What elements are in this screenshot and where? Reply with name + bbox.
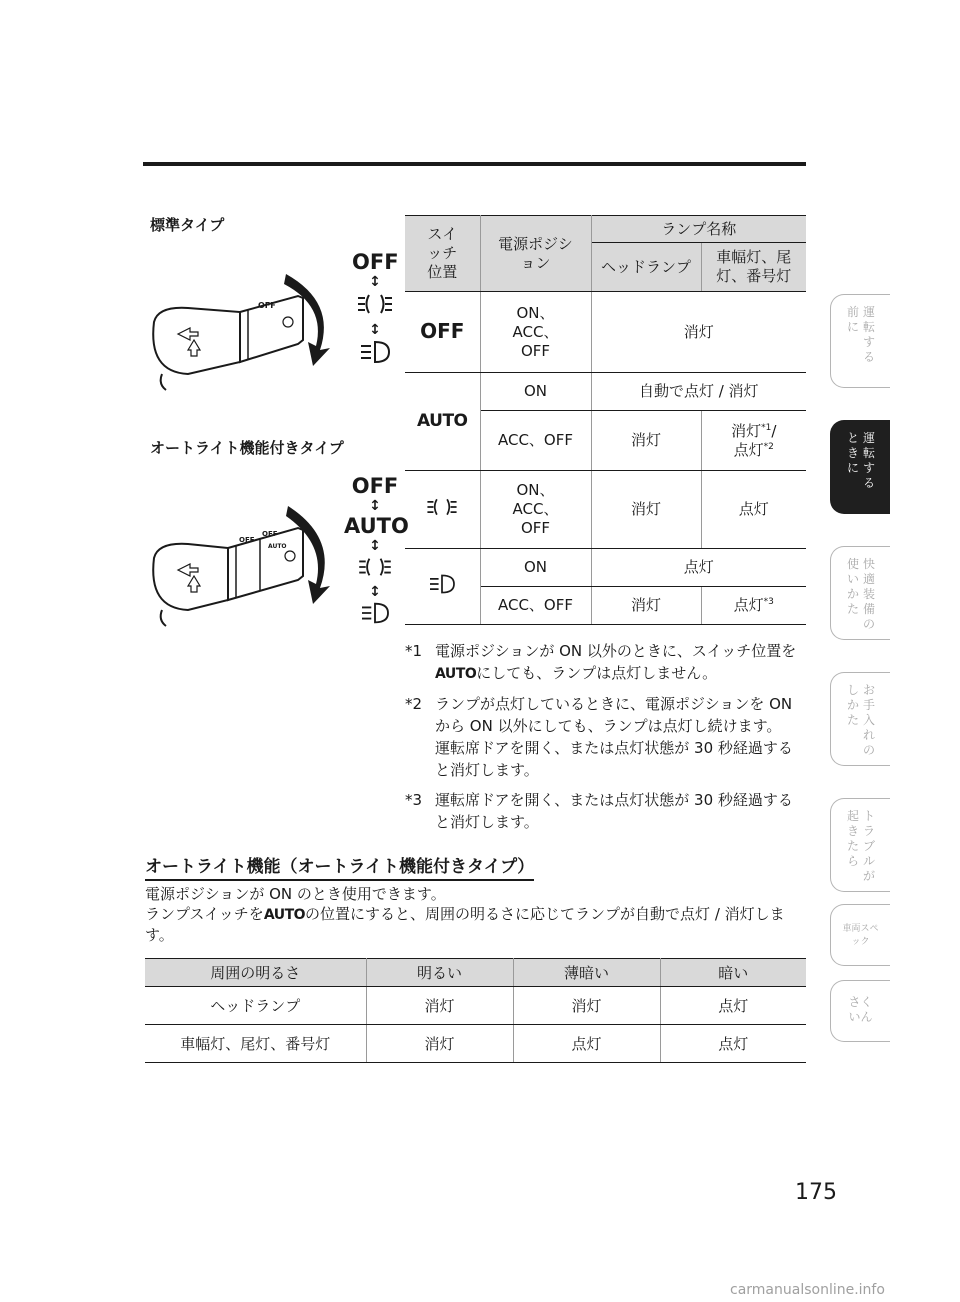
switch-position-table [405,215,806,625]
auto-glyph: AUTO [263,907,306,923]
lamp-cell: 消灯 [591,292,806,373]
power-cell: ON [480,549,591,587]
section-title: オートライト機能（オートライト機能付きタイプ） [145,852,534,881]
headlamp-cell: 消灯 [591,471,701,549]
arrow: ↕ [369,498,381,514]
power-cell: ON、ACC、OFF [480,471,591,549]
power-cell: ACC、OFF [480,411,591,471]
power-cell: ACC、OFF [480,587,591,625]
svg-text:OFF: OFF [262,530,278,538]
svg-text:AUTO: AUTO [268,543,287,550]
switch-auto-cell: AUTO [405,373,480,471]
header-switch-position: スイッチ位置 [405,216,480,292]
table-header: 周囲の明るさ [145,959,366,987]
lamp-cell: 自動で点灯 / 消灯 [591,373,806,411]
table-row: ヘッドランプ 消灯 消灯 点灯 [145,987,806,1025]
arrow: ↕ [369,538,381,554]
brightness-table [145,958,806,1063]
tab-maintenance[interactable]: お手入れの しかた [830,672,890,766]
tab-while-driving[interactable]: 運転する ときに [830,420,890,514]
power-cell: ON、ACC、OFF [480,292,591,373]
auto-symbol-column [344,474,409,630]
auto-type-label: オートライト機能付きタイプ [150,439,344,457]
footnote-1: *1 電源ポジションが ON 以外のときに、スイッチ位置をAUTOにしても、ランプは点灯しません。 [405,642,797,682]
arrow: ↕ [369,322,381,338]
header-lamp-name: ランプ名称 [591,216,806,243]
header-headlamp: ヘッドランプ [591,243,701,292]
power-cell: ON [480,373,591,411]
headlamp-icon [355,600,395,626]
watermark: carmanualsonline.info [730,1282,885,1298]
standard-symbol-column [352,250,398,370]
headlamp-cell: 消灯 [591,587,701,625]
header-side-lamps: 車幅灯、尾灯、番号灯 [701,243,806,292]
tab-comfort-features[interactable]: 快適装備の 使いかた [830,546,890,640]
switch-position-lamp-cell [405,471,480,549]
auto-text: AUTO [344,514,409,538]
table-header: 明るい [366,959,513,987]
footnote-2: *2 ランプが点灯しているときに、電源ポジションを ON から ON 以外にしても、ランプは点灯し続けます。 運転席ドアを開く、または点灯状態が 30 秒経過すると消灯します。 [405,695,793,779]
page-number: 175 [795,1180,837,1205]
position-lamp-icon [355,290,395,318]
footnotes [405,640,805,841]
tab-troubleshooting[interactable]: トラブルが 起きたら [830,798,890,892]
auto-lever-illustration [148,498,338,628]
arrow: ↕ [369,584,381,600]
side-lamps-cell: 消灯$^{*1}$/ 点灯$^{*2}$ [701,411,806,471]
header-power-position: 電源ポジション [480,216,591,292]
table-header: 薄暗い [513,959,660,987]
top-rule [143,162,806,166]
body-paragraph: ランプスイッチをAUTOの位置にすると、周囲の明るさに応じてランプが自動で点灯 / 消灯します。 [145,905,785,944]
svg-text:OFF: OFF [258,301,276,310]
standard-type-label: 標準タイプ [150,216,225,234]
arrow: ↕ [369,274,381,290]
auto-glyph: AUTO [435,666,477,682]
headlamp-cell: 消灯 [591,411,701,471]
side-lamps-cell: 点灯$^{*3}$ [701,587,806,625]
table-row: 車幅灯、尾灯、番号灯 消灯 点灯 点灯 [145,1025,806,1063]
off-text: OFF [352,250,399,274]
headlamp-icon [424,572,460,596]
section-body [145,884,807,945]
svg-text:OFF: OFF [239,536,255,544]
position-lamp-icon [424,495,460,519]
position-lamp-icon [355,554,395,580]
table-header: 暗い [660,959,806,987]
lamp-cell: 点灯 [591,549,806,587]
headlamp-icon [355,338,395,366]
tab-before-driving[interactable]: 運転する 前に [830,294,890,388]
switch-off-cell: OFF [405,292,480,373]
switch-headlamp-cell [405,549,480,625]
footnote-3: *3 運転席ドアを開く、または点灯状態が 30 秒経過すると消灯します。 [405,791,793,831]
standard-lever-illustration [148,262,338,392]
side-lamps-cell: 点灯 [701,471,806,549]
tab-vehicle-specs[interactable]: 車両スペック [830,904,890,966]
off-text: OFF [351,474,399,498]
tab-index[interactable]: さくいん [830,980,890,1042]
body-paragraph: 電源ポジションが ON のとき使用できます。 [145,885,446,903]
